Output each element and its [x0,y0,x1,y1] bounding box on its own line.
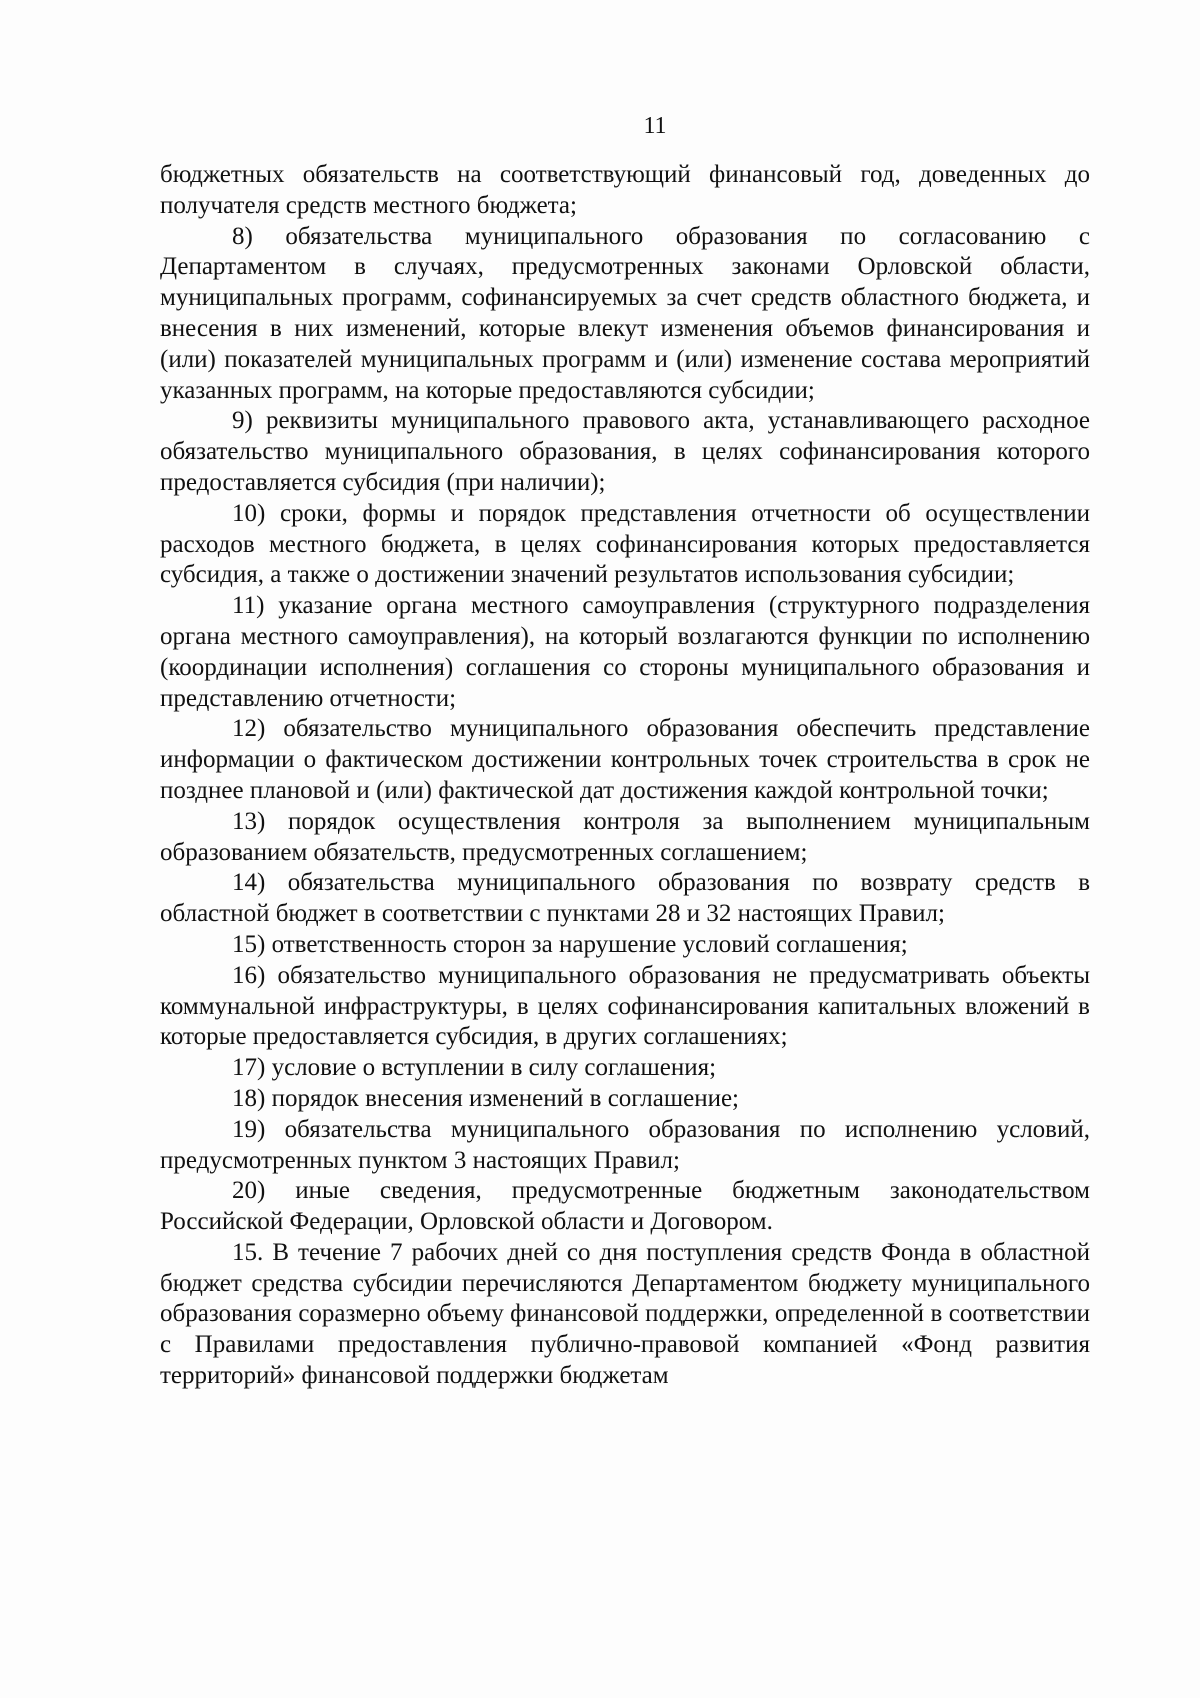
list-item-18: 18) порядок внесения изменений в соглашение; [232,1084,740,1112]
list-item-17: 17) условие о вступлении в силу соглашения; [232,1054,717,1082]
page-number: 11 [643,113,667,139]
list-item-9: 9) реквизиты муниципального правового акта, устанавливающего расходное обязательство муниципального образования, в целях софинансирования которого предоставляется субсидия (при наличии); [160,407,1090,496]
list-item-12: 12) обязательство муниципального образования обеспечить представление информации о фактическом достижении контрольных точек строительства в срок не позднее плановой и (или) фактической дат достижения каждой контрольной точки; [160,715,1090,804]
list-item-19: 19) обязательства муниципального образования по исполнению условий, предусмотренных пунктом 3 настоящих Правил; [160,1115,1090,1174]
list-item-8: 8) обязательства муниципального образования по согласованию с Департаментом в случаях, предусмотренных законами Орловской области, муниципальных программ, софинансируемых за счет средств областного бюджета, и внесения в них изменений, которые влекут изменения объемов финансирования и (или) показателей муниципальных программ и (или) изменение состава мероприятий указанных программ, на которые предоставляются субсидии; [160,222,1090,404]
list-item-20: 20) иные сведения, предусмотренные бюджетным законодательством Российской Федерации, Орловской области и Договором. [160,1177,1090,1236]
list-item-15: 15) ответственность сторон за нарушение условий соглашения; [232,930,908,958]
list-item-16: 16) обязательство муниципального образования не предусматривать объекты коммунальной инфраструктуры, в целях софинансирования капитальных вложений в которые предоставляется субсидия, в других соглашениях; [160,961,1090,1051]
list-item-11: 11) указание органа местного самоуправления (структурного подразделения органа местного самоуправления), на который возлагаются функции по исполнению (координации исполнения) соглашения со стороны муниципального образования и представлению отчетности; [160,592,1090,712]
document-body [160,160,1090,1392]
section-15-paragraph: 15. В течение 7 рабочих дней со дня поступления средств Фонда в областной бюджет средства субсидии перечисляются Департаментом бюджету муниципального образования соразмерно объему финансовой поддержки, определенной в соответствии с Правилами предоставления публично-правовой компанией «Фонд развития территорий» финансовой поддержки бюджетам [160,1238,1090,1390]
list-item-10: 10) сроки, формы и порядок представления отчетности об осуществлении расходов местного бюджета, в целях софинансирования которых предоставляется субсидия, а также о достижении значений результатов использования субсидии; [160,499,1090,589]
paragraph-continuation: бюджетных обязательств на соответствующий финансовый год, доведенных до получателя средств местного бюджета; [160,161,1090,219]
list-item-13: 13) порядок осуществления контроля за выполнением муниципальным образованием обязательств, предусмотренных соглашением; [160,807,1090,866]
list-item-14: 14) обязательства муниципального образования по возврату средств в областной бюджет в соответствии с пунктами 28 и 32 настоящих Правил; [160,869,1090,928]
